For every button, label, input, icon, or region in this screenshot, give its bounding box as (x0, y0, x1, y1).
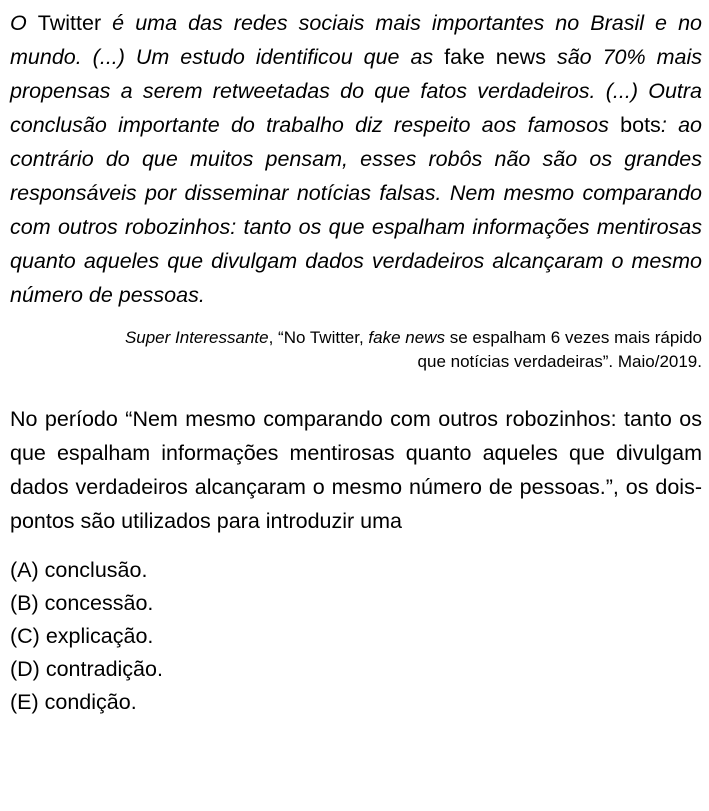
excerpt-paragraph (10, 6, 702, 312)
source-title-part1: , “No Twitter, (268, 328, 369, 347)
option-b[interactable]: (B) concessão. (10, 591, 154, 615)
answer-options (10, 554, 702, 719)
option-a[interactable]: (A) conclusão. (10, 558, 148, 582)
option-e[interactable]: (E) condição. (10, 690, 137, 714)
excerpt-segment: Twitter (37, 11, 102, 35)
option-d[interactable]: (D) contradição. (10, 657, 163, 681)
option-c[interactable]: (C) explicação. (10, 624, 154, 648)
excerpt-segment: fake news (444, 45, 546, 69)
question-document (10, 6, 702, 719)
source-publication: Super Interessante (124, 328, 269, 347)
source-title-part2: se espalham 6 vezes mais rápido (444, 328, 702, 347)
question-stem: No período “Nem mesmo comparando com outros robozinhos: tanto os que espalham informações mentirosas quanto aqueles que divulgam dados verdadeiros alcançaram o mesmo número de pessoas.”, os dois-pontos são utilizados para introduzir uma (10, 407, 702, 533)
source-title-italic: fake news (368, 328, 445, 347)
excerpt-segment: : ao contrário do que muitos pensam, esses robôs não são os grandes responsáveis por disseminar notícias falsas. Nem mesmo comparando com outros robozinhos: tanto os que espalham informações mentirosas quanto aqueles que divulgam dados verdadeiros alcançaram o mesmo número de pessoas. (10, 113, 702, 307)
source-citation (10, 326, 702, 374)
excerpt-segment: bots (620, 113, 661, 137)
excerpt-segment: é uma das redes sociais mais importantes no Brasil e no mundo. (...) Um estudo identificou que as (10, 11, 702, 69)
excerpt-segment: O (10, 11, 38, 35)
excerpt-segment: são 70% mais propensas a serem retweetadas do que fatos verdadeiros. (...) Outra conclusão importante do trabalho diz respeito aos famosos (10, 45, 702, 137)
source-line2: que notícias verdadeiras”. Maio/2019. (417, 352, 702, 371)
